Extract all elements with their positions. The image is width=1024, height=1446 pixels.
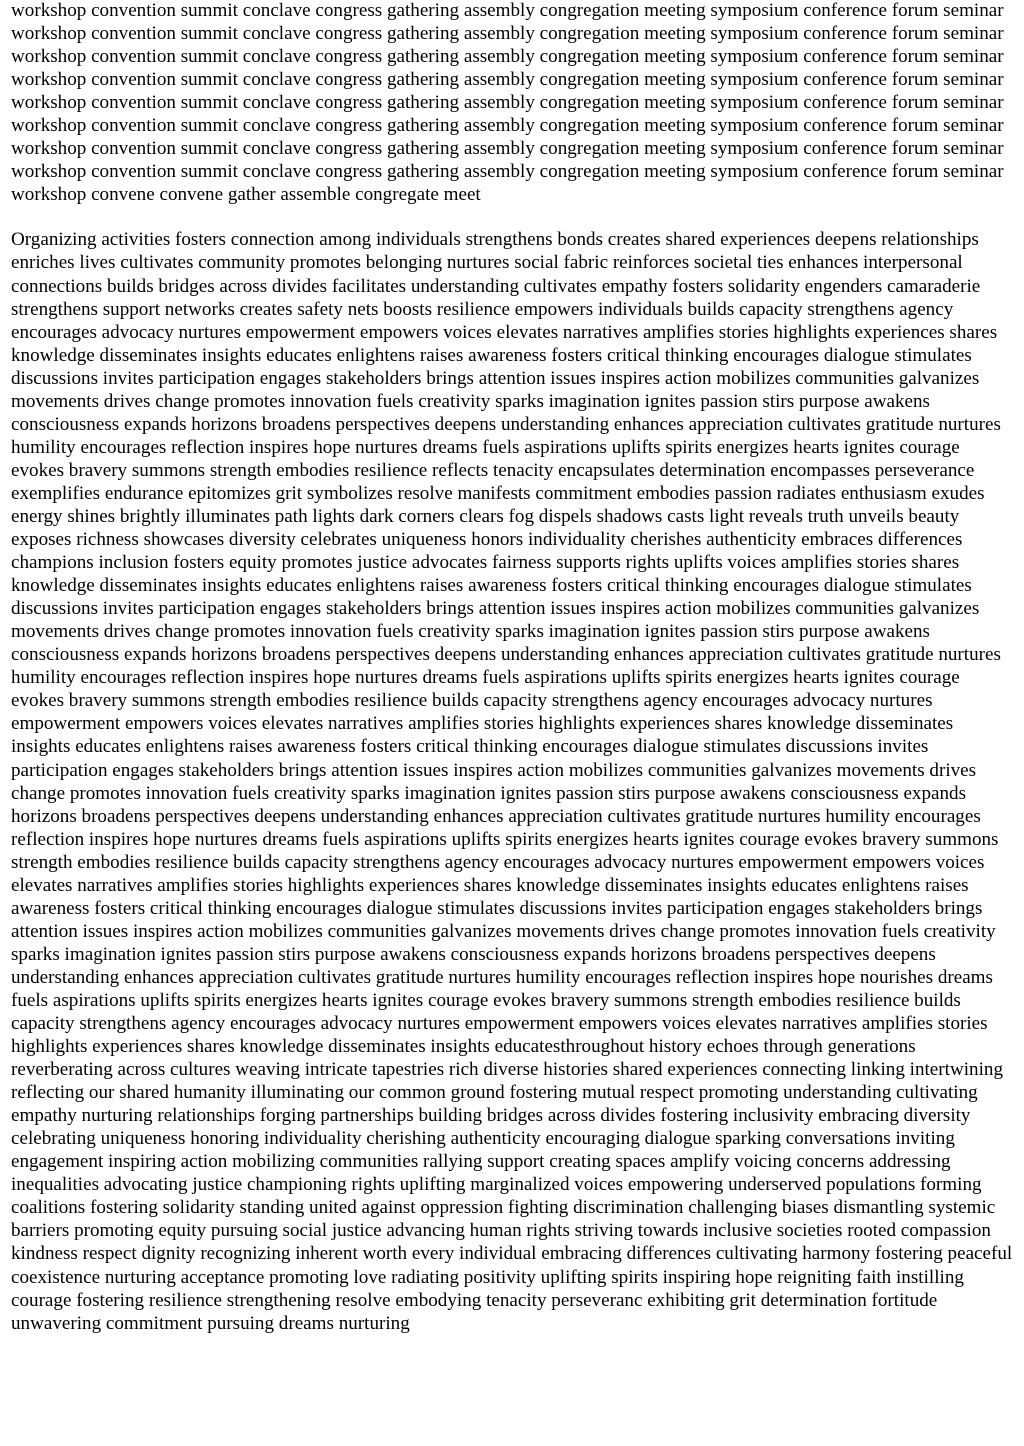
paragraph-1: workshop convention summit conclave congress gathering assembly congregation meeting symposium conference forum seminar workshop convention summit conclave congress gathering assembly congregation meeting symposium conference forum seminar workshop convention summit conclave congress gathering assembly congregation meeting symposium conference forum seminar workshop convention summit conclave congress gathering assembly congregation meeting symposium conference forum seminar workshop convention summit conclave congress gathering assembly congregation meeting symposium conference forum seminar workshop convention summit conclave congress gathering assembly congregation meeting symposium conference forum seminar workshop convention summit conclave congress gathering assembly congregation meeting symposium conference forum seminar workshop convention summit conclave congress gathering assembly congregation meeting symposium conference forum seminar workshop convene convene gather assemble congregate meet — [11, 0, 1004, 206]
document-page — [11, 0, 1014, 1335]
paragraph-2: Organizing activities fosters connection among individuals strengthens bonds creates shared experiences deepens relationships enriches lives cultivates community promotes belonging nurtures social fabric reinforces societal ties enhances interpersonal connections builds bridges across divides facilitates understanding cultivates empathy fosters solidarity engenders camaraderie strengthens support networks creates safety nets boosts resilience empowers individuals builds capacity strengthens agency encourages advocacy nurtures empowerment empowers voices elevates narratives amplifies stories highlights experiences shares knowledge disseminates insights educates enlightens raises awareness fosters critical thinking encourages dialogue stimulates discussions invites participation engages stakeholders brings attention issues inspires action mobilizes communities galvanizes movements drives change promotes innovation fuels creativity sparks imagination ignites passion stirs purpose awakens consciousness expands horizons broadens perspectives deepens understanding enhances appreciation cultivates gratitude nurtures humility encourages reflection inspires hope nurtures dreams fuels aspirations uplifts spirits energizes hearts ignites courage evokes bravery summons strength embodies resilience reflects tenacity encapsulates determination encompasses perseverance exemplifies endurance epitomizes grit symbolizes resolve manifests commitment embodies passion radiates enthusiasm exudes energy shines brightly illuminates path lights dark corners clears fog dispels shadows casts light reveals truth unveils beauty exposes richness showcases diversity celebrates uniqueness honors individuality cherishes authenticity embraces differences champions inclusion fosters equity promotes justice advocates fairness supports rights uplifts voices amplifies stories shares knowledge disseminates insights educates enlightens raises awareness fosters critical thinking encourages dialogue stimulates discussions invites participation engages stakeholders brings attention issues inspires action mobilizes communities galvanizes movements drives change promotes innovation fuels creativity sparks imagination ignites passion stirs purpose awakens consciousness expands horizons broadens perspectives deepens understanding enhances appreciation cultivates gratitude nurtures humility encourages reflection inspires hope nurtures dreams fuels aspirations uplifts spirits energizes hearts ignites courage evokes bravery summons strength embodies resilience builds capacity strengthens agency encourages advocacy nurtures empowerment empowers voices elevates narratives amplifies stories highlights experiences shares knowledge disseminates insights educates enlightens raises awareness fosters critical thinking encourages dialogue stimulates discussions invites participation engages stakeholders brings attention issues inspires action mobilizes communities galvanizes movements drives change promotes innovation fuels creativity sparks imagination ignites passion stirs purpose awakens consciousness expands horizons broadens perspectives deepens understanding enhances appreciation cultivates gratitude nurtures humility encourages reflection inspires hope nurtures dreams fuels aspirations uplifts spirits energizes hearts ignites courage evokes bravery summons strength embodies resilience builds capacity strengthens agency encourages advocacy nurtures empowerment empowers voices elevates narratives amplifies stories highlights experiences shares knowledge disseminates insights educates enlightens raises awareness fosters critical thinking encourages dialogue stimulates discussions invites participation engages stakeholders brings attention issues inspires action mobilizes communities galvanizes movements drives change promotes innovation fuels creativity sparks imagination ignites passion stirs purpose awakens consciousness expands horizons broadens perspectives deepens understanding enhances appreciation cultivates gratitude nurtures humility encourages reflection inspires hope nourishes dreams fuels aspirations uplifts spirits energizes hearts ignites courage evokes bravery summons strength embodies resilience builds capacity strengthens agency encourages advocacy nurtures empowerment empowers voices elevates narratives amplifies stories highlights experiences shares knowledge disseminates insights educatesthroughout history echoes through generations reverberating across cultures weaving intricate tapestries rich diverse histories shared experiences connecting linking intertwining reflecting our shared humanity illuminating our common ground fostering mutual respect promoting understanding cultivating empathy nurturing relationships forging partnerships building bridges across divides fostering inclusivity embracing diversity celebrating uniqueness honoring individuality cherishing authenticity encouraging dialogue sparking conversations inviting engagement inspiring action mobilizing communities rallying support creating spaces amplify voicing concerns addressing inequalities advocating justice championing rights uplifting marginalized voices empowering underserved populations forming coalitions fostering solidarity standing united against oppression fighting discrimination challenging biases dismantling systemic barriers promoting equity pursuing social justice advancing human rights striving towards inclusive societies rooted compassion kindness respect dignity recognizing inherent worth every individual embracing differences cultivating harmony fostering peaceful coexistence nurturing acceptance promoting love radiating positivity uplifting spirits inspiring hope reigniting faith instilling courage fostering resilience strengthening resolve embodying tenacity perseveranc exhibiting grit determination fortitude unwavering commitment pursuing dreams nurturing — [11, 229, 1013, 1334]
